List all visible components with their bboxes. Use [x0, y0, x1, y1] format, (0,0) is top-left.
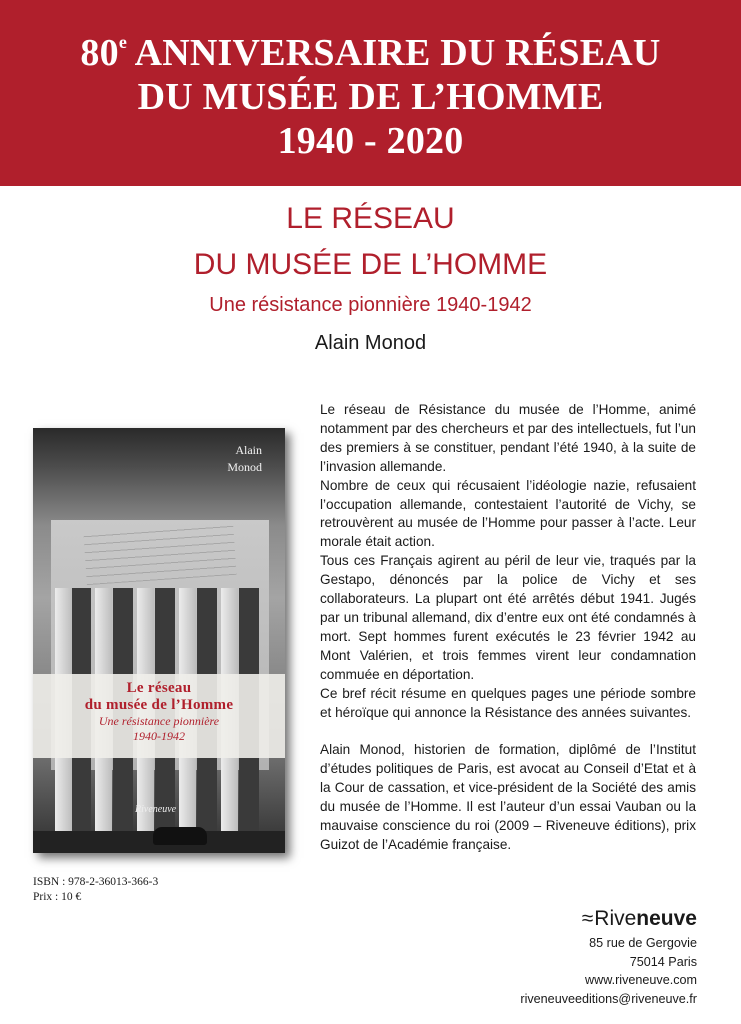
wave-logo-icon: ≈ [581, 907, 594, 930]
description-text [320, 401, 696, 855]
book-subtitle: Une résistance pionnière 1940-1942 [209, 294, 532, 316]
anniversary-banner [0, 0, 741, 186]
cover-subtitle-line-1: Une résistance pionnière [98, 714, 220, 728]
book-cover-image [33, 428, 285, 853]
logo-suffix: neuve [636, 907, 697, 930]
banner-line-1 [0, 0, 741, 75]
banner-years: 1940 - 2020 [277, 120, 464, 162]
isbn-block [33, 875, 158, 905]
book-title-line-2: DU MUSÉE DE L’HOMME [193, 248, 548, 281]
cover-title-band [33, 674, 285, 758]
banner-number: 80 [80, 32, 119, 74]
cover-author-first: Alain [235, 443, 262, 457]
description-paragraph: Ce bref récit résume en quelques pages une période sombre et héroïque qui annonce la Résistance des années suivantes. [320, 685, 696, 720]
book-title-line-1: LE RÉSEAU [286, 202, 455, 235]
cover-publisher-mark: Riveneuve [135, 804, 177, 815]
cover-car-silhouette [153, 827, 207, 845]
publisher-logo [520, 906, 697, 932]
author-bio-paragraph: Alain Monod, historien de formation, diplômé de l’Institut d’études politiques de Paris, est avocat au Conseil d’Etat et à la Cour de cassation, et vice-président de la Société des amis du musée de l’Homme. Il est l’auteur d’un essai Vauban ou la mauvaise conscience du roi (2009 – Riveneuve éditions), prix Guizot de l’Académie française. [320, 742, 696, 852]
cover-author-last: Monod [227, 460, 262, 474]
cover-author [227, 442, 262, 476]
banner-line-1-text: ANNIVERSAIRE DU RÉSEAU [127, 32, 661, 74]
book-author: Alain Monod [314, 332, 427, 354]
banner-line-2: DU MUSÉE DE L’HOMME [137, 76, 604, 118]
price-line: Prix : 10 € [33, 891, 82, 903]
isbn-line: ISBN : 978-2-36013-366-3 [33, 876, 159, 888]
cover-title-line-2: du musée de l’Homme [84, 697, 234, 713]
publisher-street: 85 rue de Gergovie [589, 936, 697, 950]
publisher-block [520, 906, 697, 1008]
cover-inscription-frieze [83, 523, 236, 585]
paragraph-spacer [320, 722, 696, 741]
publisher-city: 75014 Paris [629, 954, 697, 969]
description-paragraph: Le réseau de Résistance du musée de l’Homme, animé notamment par des chercheurs et par des intellectuels, fut l’un des premiers à se constituer, pendant l’été 1940, à la suite de l’invasion allemande. [320, 402, 696, 474]
banner-ordinal: e [118, 32, 128, 52]
publisher-website: www.riveneuve.com [585, 973, 697, 988]
description-paragraph: Nombre de ceux qui récusaient l’idéologie nazie, refusaient l’occupation allemande, contestaient l’autorité de Vichy, se retrouvèrent au musée de l’Homme pour passer à l’acte. Leur morale était action. [320, 477, 696, 550]
logo-prefix: Rive [594, 907, 637, 930]
publisher-email: riveneuveeditions@riveneuve.fr [520, 991, 697, 1006]
cover-title-line-1: Le réseau [126, 680, 192, 696]
description-paragraph: Tous ces Français agirent au péril de leur vie, traqués par la Gestapo, dénoncés par la police de Vichy et ses collaborateurs. La plupart ont été arrêtés début 1941. Jugés par un tribunal allemand, dix d’entre eux ont été condamnés à mort. Sept hommes furent exécutés le 23 février 1942 au Mont Valérien, et trois femmes virent leur condamnation commuée en déportation. [320, 553, 696, 682]
cover-subtitle-line-2: 1940-1942 [133, 729, 185, 743]
